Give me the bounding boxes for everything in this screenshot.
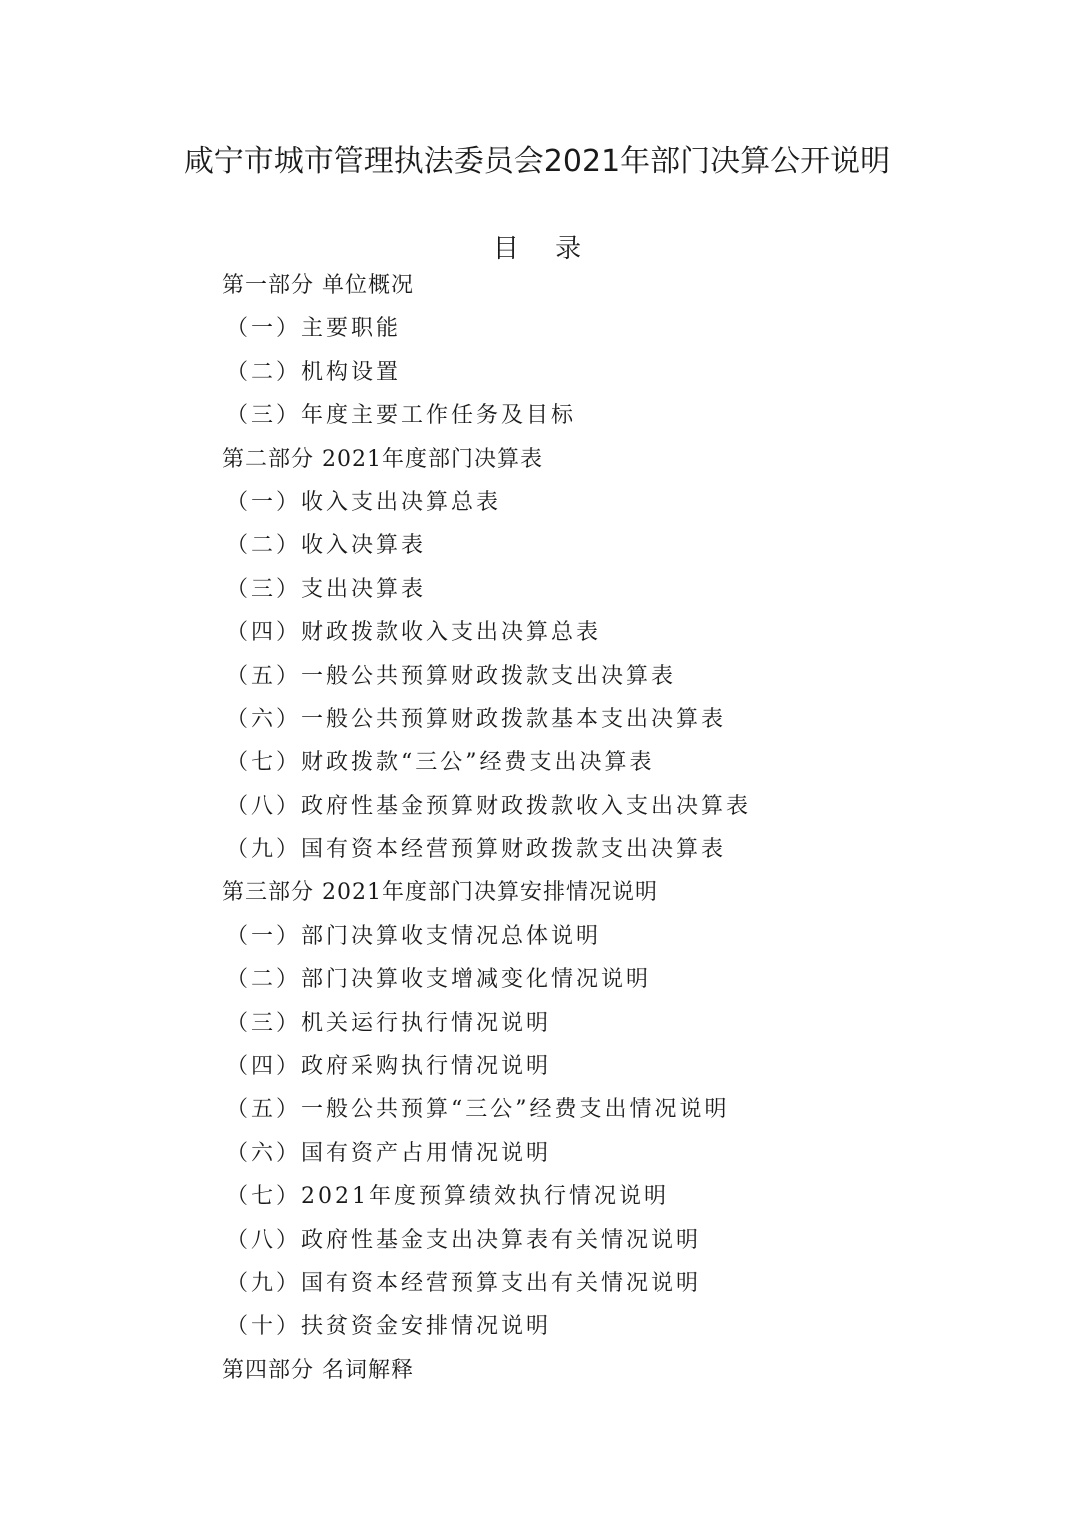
toc-item-2-2: （二）收入决算表 bbox=[226, 533, 427, 559]
toc-part-4: 第四部分 名词解释 bbox=[222, 1357, 414, 1383]
toc-item-2-6: （六）一般公共预算财政拨款基本支出决算表 bbox=[226, 706, 727, 732]
toc-heading: 目 录 bbox=[492, 234, 596, 264]
toc-item-3-2: （二）部门决算收支增减变化情况说明 bbox=[226, 967, 652, 993]
toc-item-2-8: （八）政府性基金预算财政拨款收入支出决算表 bbox=[226, 793, 752, 819]
toc-part-3: 第三部分 2021年度部门决算安排情况说明 bbox=[222, 880, 658, 906]
toc-item-3-4: （四）政府采购执行情况说明 bbox=[226, 1054, 552, 1080]
toc-item-2-1: （一）收入支出决算总表 bbox=[226, 489, 502, 515]
toc-item-2-4: （四）财政拨款收入支出决算总表 bbox=[226, 620, 602, 646]
toc-item-2-9: （九）国有资本经营预算财政拨款支出决算表 bbox=[226, 837, 727, 863]
document-title: 咸宁市城市管理执法委员会2021年部门决算公开说明 bbox=[183, 144, 891, 179]
toc-item-1-3: （三）年度主要工作任务及目标 bbox=[226, 403, 577, 429]
toc-item-2-7: （七）财政拨款“三公”经费支出决算表 bbox=[226, 750, 655, 776]
toc-item-3-3: （三）机关运行执行情况说明 bbox=[226, 1010, 552, 1036]
table-of-contents bbox=[222, 268, 1022, 1396]
toc-item-3-1: （一）部门决算收支情况总体说明 bbox=[226, 923, 602, 949]
toc-item-2-5: （五）一般公共预算财政拨款支出决算表 bbox=[226, 663, 677, 689]
toc-item-3-9: （九）国有资本经营预算支出有关情况说明 bbox=[226, 1270, 702, 1296]
toc-item-1-2: （二）机构设置 bbox=[226, 359, 402, 385]
toc-part-2: 第二部分 2021年度部门决算表 bbox=[222, 446, 543, 472]
toc-item-3-10: （十）扶贫资金安排情况说明 bbox=[226, 1314, 552, 1340]
toc-item-2-3: （三）支出决算表 bbox=[226, 576, 427, 602]
toc-item-3-6: （六）国有资产占用情况说明 bbox=[226, 1140, 552, 1166]
toc-item-3-8: （八）政府性基金支出决算表有关情况说明 bbox=[226, 1227, 702, 1253]
toc-item-3-5: （五）一般公共预算“三公”经费支出情况说明 bbox=[226, 1097, 730, 1123]
toc-item-3-7: （七）2021年度预算绩效执行情况说明 bbox=[226, 1184, 669, 1210]
toc-item-1-1: （一）主要职能 bbox=[226, 316, 402, 342]
toc-part-1: 第一部分 单位概况 bbox=[222, 273, 414, 298]
